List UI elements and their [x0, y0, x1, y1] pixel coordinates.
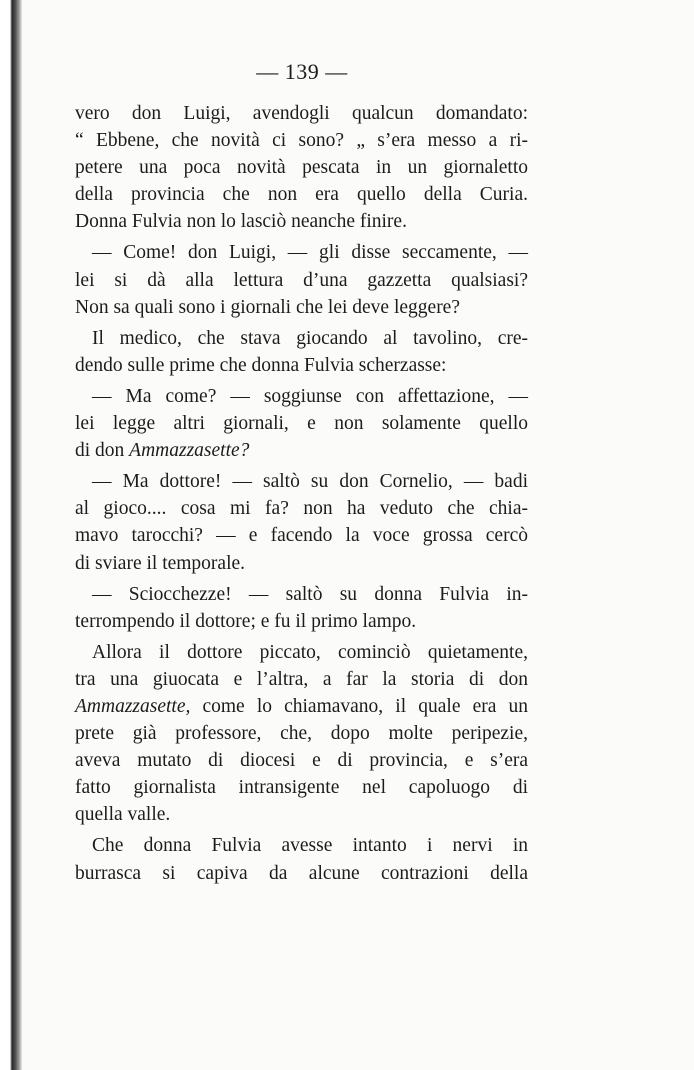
italic-name: Ammazzasette, — [75, 695, 191, 717]
text-line: lei si dà alla lettura d’una gazzetta qualsiasi? — [75, 269, 528, 291]
text-line: tra una giuocata e l’altra, a far la storia di don — [75, 668, 528, 690]
text-line: Donna Fulvia non lo lasciò neanche finire. — [75, 211, 407, 233]
text-line: — Ma come? — soggiunse con affettazione, — — [92, 385, 528, 407]
text-line — [75, 437, 528, 464]
text-line — [75, 693, 528, 720]
text-line: mavo tarocchi? — e facendo la voce grossa cercò — [75, 525, 528, 547]
text-line: aveva mutato di diocesi e di provincia, e s’era — [75, 750, 528, 772]
text-line: Che donna Fulvia avesse intanto i nervi in — [92, 835, 528, 857]
text-line: fatto giornalista intransigente nel capoluogo di — [75, 777, 528, 799]
text-line: petere una poca novità pescata in un giornaletto — [75, 157, 528, 179]
text-line: burrasca si capiva da alcune contrazioni della — [75, 862, 528, 884]
text-line: — Ma dottore! — saltò su don Cornelio, — badi — [92, 471, 528, 493]
text-fragment: come lo chiamavano, il quale era un — [190, 695, 528, 717]
italic-name: Ammazzasette? — [129, 440, 250, 462]
text-line: della provincia che non era quello della Curia. — [75, 184, 528, 206]
text-line: vero don Luigi, avendogli qualcun domandato: — [75, 103, 528, 124]
text-line: prete già professore, che, dopo molte peripezie, — [75, 723, 528, 745]
text-line: dendo sulle prime che donna Fulvia scherzasse: — [75, 354, 447, 376]
page-number: — 139 — — [256, 59, 348, 84]
text-line: di sviare il temporale. — [75, 552, 246, 574]
text-line: — Sciocchezze! — saltò su donna Fulvia in- — [92, 583, 528, 605]
text-line: “ Ebbene, che novità ci sono? „ s’era messo a ri- — [75, 130, 528, 152]
body-text — [75, 100, 528, 887]
text-line: lei legge altri giornali, e non solamente quello — [75, 413, 528, 435]
text-line: Allora il dottore piccato, cominciò quietamente, — [92, 641, 528, 663]
text-line: al gioco.... cosa mi fa? non ha veduto che chia- — [75, 498, 528, 520]
text-line: Non sa quali sono i giornali che lei deve leggere? — [75, 296, 460, 318]
text-line: terrompendo il dottore; e fu il primo lampo. — [75, 610, 417, 632]
text-line: Il medico, che stava giocando al tavolino, cre- — [92, 327, 528, 349]
text-line: — Come! don Luigi, — gli disse seccamente, — — [92, 242, 528, 264]
text-fragment: di don — [75, 440, 130, 462]
text-line: quella valle. — [75, 804, 171, 826]
binding-edge — [0, 0, 22, 1070]
